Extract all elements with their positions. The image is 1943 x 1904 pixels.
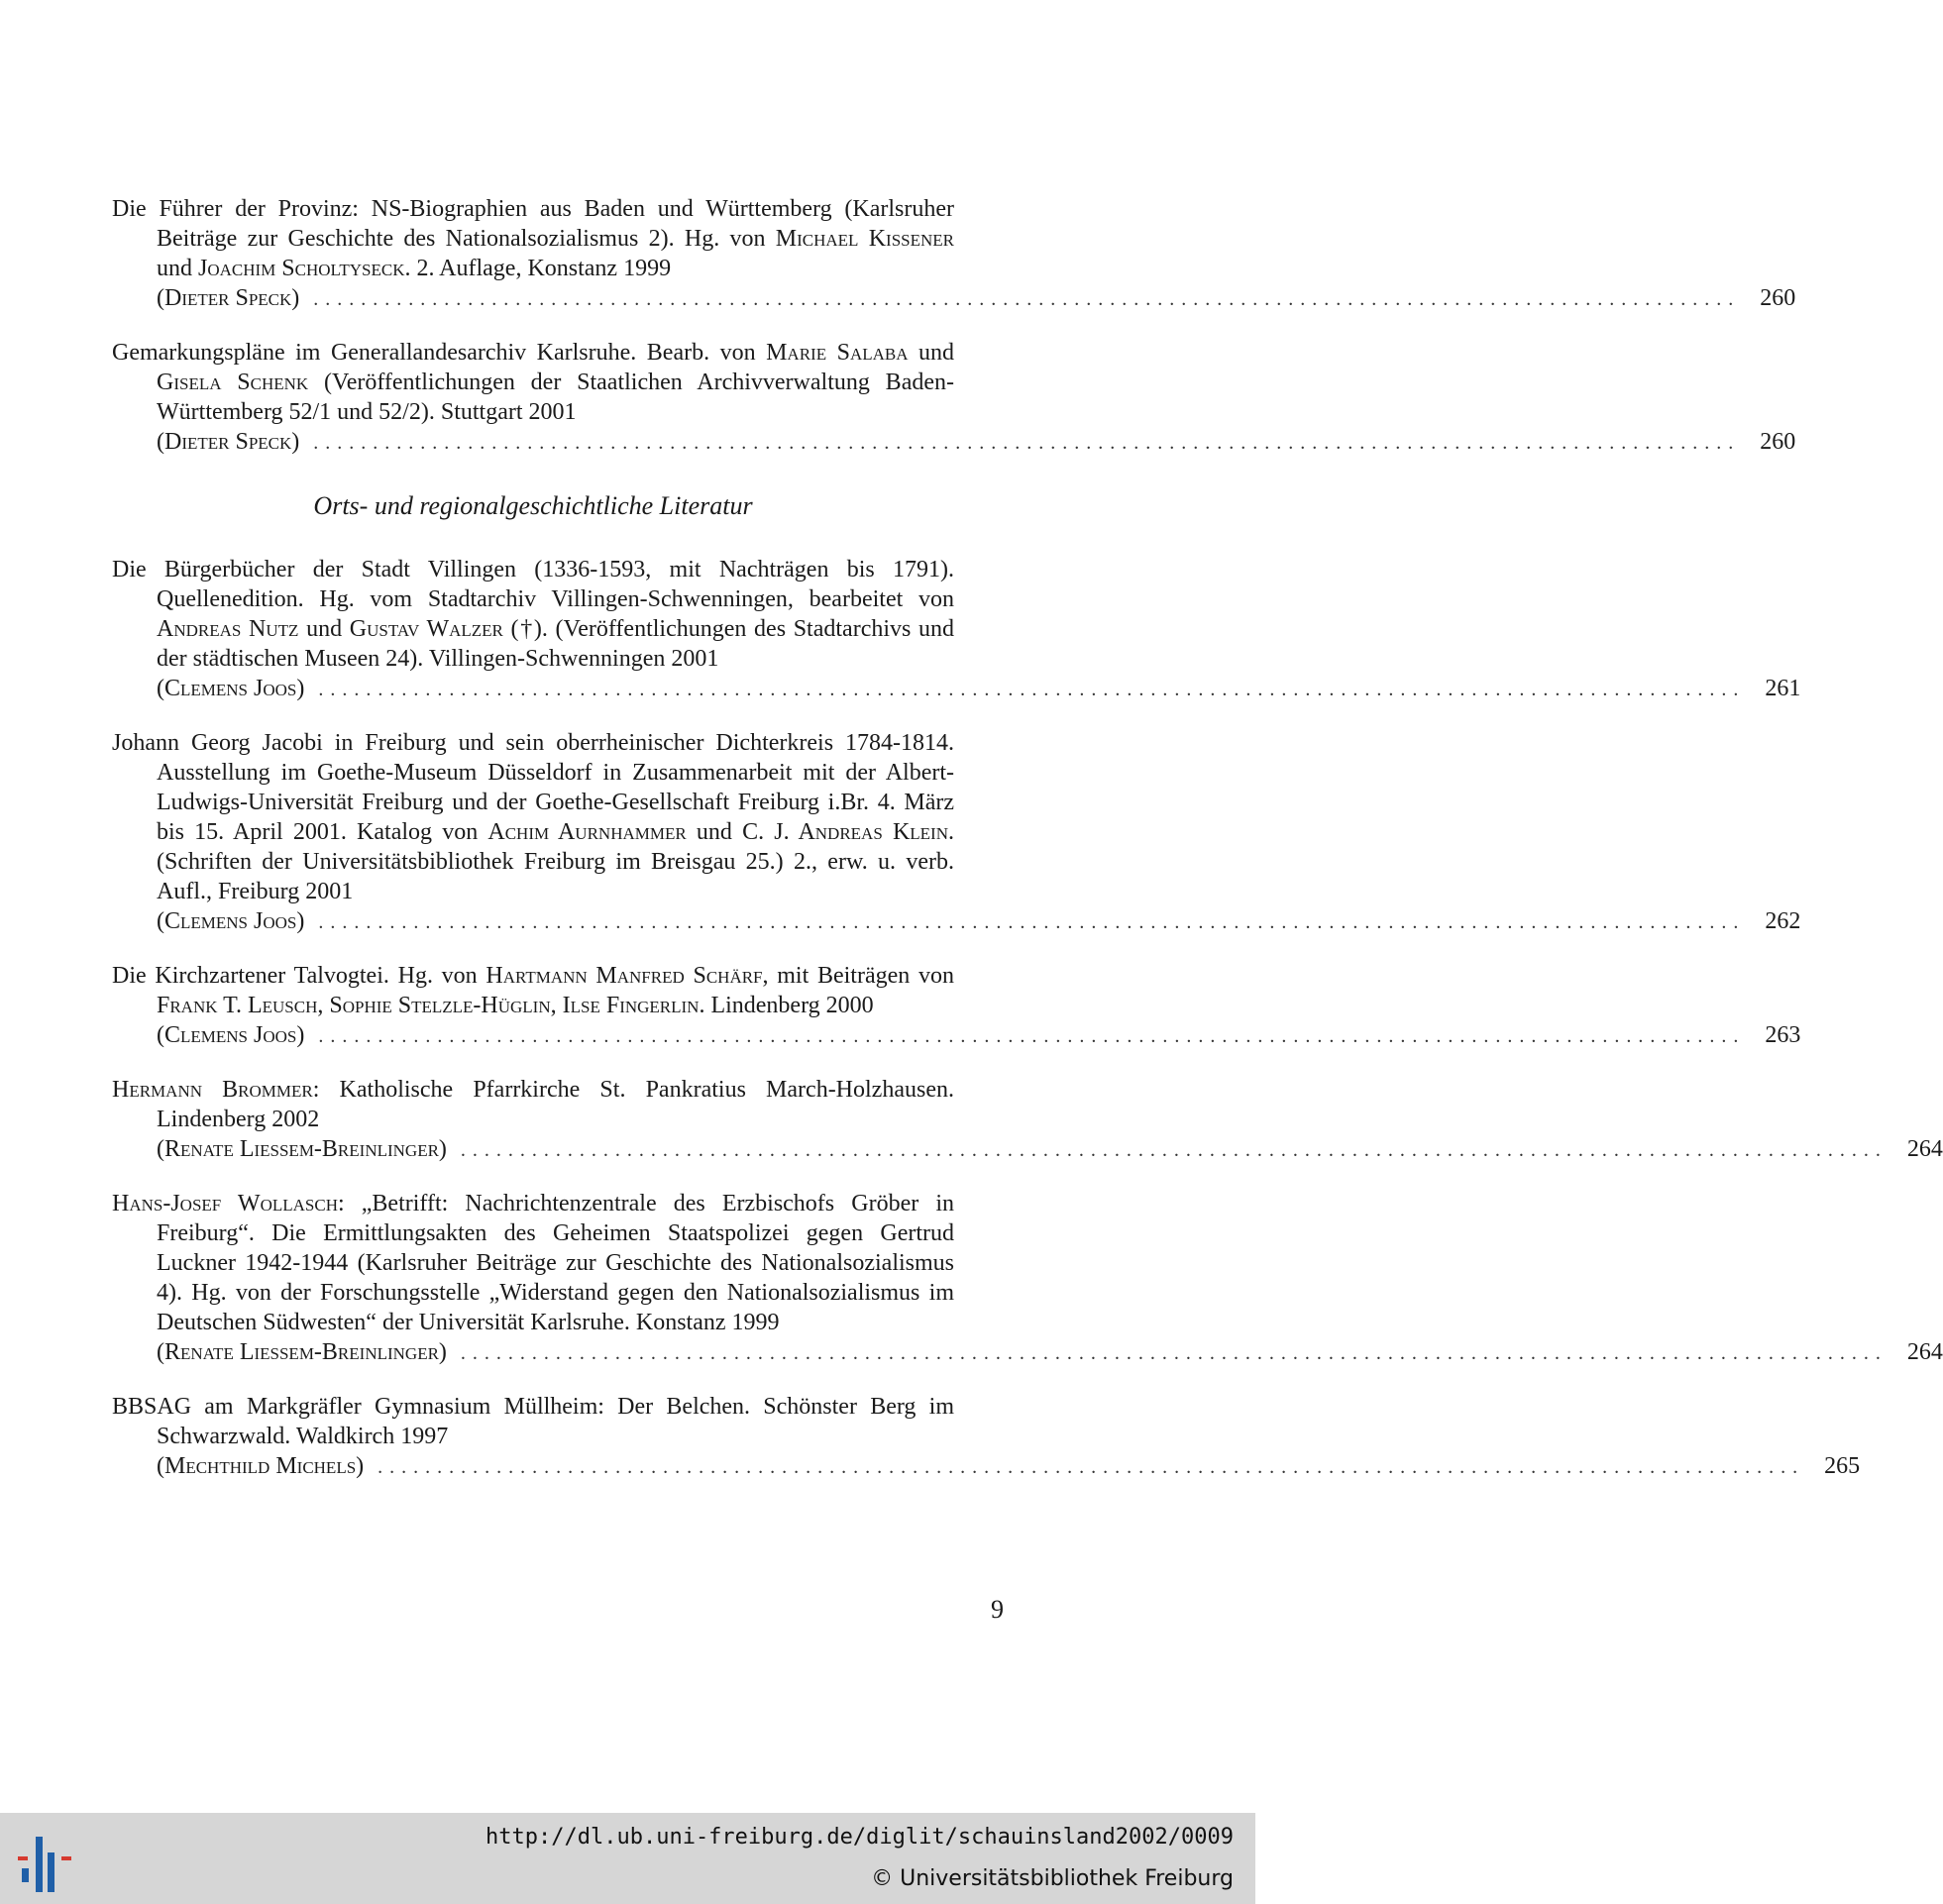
reviewer-line	[112, 674, 1801, 704]
section-heading: Orts- und regionalgeschichtliche Literatur	[313, 491, 753, 520]
entry-page-number: 260	[1760, 429, 1796, 455]
footer-bar	[0, 1813, 1255, 1904]
dot-leader: ........................................................................................................................	[460, 1139, 1888, 1161]
dot-leader: ........................................................................................................................	[460, 1342, 1888, 1364]
entry-text-part: . Lindenberg 2000	[699, 993, 874, 1018]
entry-text	[112, 555, 954, 674]
reviewer-name: (Renate Liessem-Breinlinger)	[157, 1136, 447, 1162]
bibliography-entry	[112, 961, 1801, 1051]
author-name: Hermann Brommer	[112, 1077, 313, 1103]
bibliography-entry	[112, 1392, 1861, 1482]
entries-top	[112, 194, 1796, 458]
author-name: Hartmann Manfred Schärf	[486, 963, 763, 989]
author-name: C. J. Andreas Klein	[742, 819, 948, 845]
reviewer-line	[112, 1451, 1861, 1482]
entry-text-part: Johann Georg Jacobi in Freiburg und sein oberrheinischer Dichterkreis 1784-1814. Ausstellung im Goethe-Museum Düsseldorf in Zusammenarbeit mit der Albert-Ludwigs-Universität Freiburg und der Goethe-Gesellschaft Freiburg i.Br. 4. März bis 15. April 2001. Katalog von	[112, 730, 954, 845]
author-name: Joachim Scholtyseck	[198, 256, 405, 281]
entry-text-part: (†). (Veröffentlichungen des Stadtarchivs und der städtischen Museen 24). Villingen-Schwenningen 2001	[157, 616, 955, 672]
author-name: Sophie Stelzle-Hüglin	[329, 993, 551, 1018]
reviewer-name: (Mechthild Michels)	[157, 1453, 365, 1479]
entry-page-number: 264	[1906, 1136, 1943, 1162]
author-name: Michael Kißener	[775, 226, 954, 252]
reviewer-line	[112, 1337, 1943, 1368]
entry-text	[112, 338, 954, 427]
author-name: Hans-Josef Wollasch	[112, 1191, 338, 1216]
entry-text-part: und	[908, 340, 954, 366]
bibliography-entry	[112, 338, 1796, 458]
author-name: Achim Aurnhammer	[487, 819, 687, 845]
bibliography-entry	[112, 194, 1796, 314]
entry-text	[112, 194, 954, 283]
footer-copyright: © Universitätsbibliothek Freiburg	[871, 1866, 1234, 1891]
entry-text-part: : Katholische Pfarrkirche St. Pankratius March-Holzhausen. Lindenberg 2002	[157, 1077, 954, 1132]
entry-text-part: Die Kirchzartener Talvogtei. Hg. von	[112, 963, 486, 989]
entry-text-part: Die Bürgerbücher der Stadt Villingen (1336-1593, mit Nachträgen bis 1791). Quellenedition. Hg. vom Stadtarchiv Villingen-Schwenningen, bearbeitet von	[112, 557, 954, 612]
bibliography-entry	[112, 555, 1801, 704]
entry-page-number: 263	[1765, 1022, 1801, 1048]
entry-text-part: und	[298, 616, 350, 642]
entry-text	[112, 728, 954, 906]
entry-text-part: (Veröffentlichungen der Staatlichen Archivverwaltung Baden-Württemberg 52/1 und 52/2). Stuttgart 2001	[157, 370, 954, 425]
bibliography-entry	[112, 1189, 1943, 1368]
dot-leader: ........................................................................................................................	[313, 432, 1741, 454]
entry-text-part: Die Führer der Provinz: NS-Biographien aus Baden und Württemberg (Karlsruher Beiträge zur Geschichte des Nationalsozialismus 2). Hg. von	[112, 196, 954, 252]
bibliography-entry	[112, 1075, 1943, 1165]
reviewer-name: (Dieter Speck)	[157, 429, 300, 455]
entry-text	[112, 1189, 954, 1337]
entry-page-number: 262	[1765, 908, 1801, 934]
reviewer-name: (Clemens Joos)	[157, 1022, 305, 1048]
ub-freiburg-logo-icon	[14, 1835, 83, 1894]
bibliography-entry	[112, 728, 1801, 937]
logo-bar	[48, 1852, 54, 1892]
entry-text-part: . (Schriften der Universitätsbibliothek Freiburg im Breisgau 25.) 2., erw. u. verb. Aufl., Freiburg 2001	[157, 819, 954, 904]
dot-leader: ........................................................................................................................	[318, 911, 1746, 933]
logo-bar	[22, 1868, 29, 1882]
author-name: Frank T. Leusch	[157, 993, 318, 1018]
entry-page-number: 261	[1765, 676, 1801, 701]
entry-text-part: , mit Beiträgen von	[762, 963, 955, 989]
entry-text	[112, 961, 954, 1020]
reviewer-line	[112, 906, 1801, 937]
author-name: Andreas Nutz	[157, 616, 299, 642]
reviewer-line	[112, 1134, 1943, 1165]
logo-bar	[61, 1856, 71, 1860]
entry-text-part: ,	[317, 993, 330, 1018]
entry-page-number: 265	[1824, 1453, 1861, 1479]
author-name: Gisela Schenk	[157, 370, 309, 395]
entry-text	[112, 1392, 954, 1451]
entry-text-part: Gemarkungspläne im Generallandesarchiv Karlsruhe. Bearb. von	[112, 340, 767, 366]
footer-url[interactable]: http://dl.ub.uni-freiburg.de/diglit/schauinsland2002/0009	[486, 1825, 1234, 1850]
reviewer-name: (Dieter Speck)	[157, 285, 300, 311]
entry-page-number: 264	[1906, 1339, 1943, 1365]
author-name: Ilse Fingerlin	[562, 993, 700, 1018]
entries-bottom	[112, 555, 1943, 1482]
reviewer-name: (Renate Liessem-Breinlinger)	[157, 1339, 447, 1365]
reviewer-name: (Clemens Joos)	[157, 908, 305, 934]
logo-bar	[36, 1837, 43, 1892]
page-number: 9	[991, 1595, 1004, 1624]
entry-text	[112, 1075, 954, 1134]
entry-text-part: BBSAG am Markgräfler Gymnasium Müllheim: Der Belchen. Schönster Berg im Schwarzwald. Waldkirch 1997	[112, 1394, 954, 1449]
entry-text-part: ,	[550, 993, 563, 1018]
entry-page-number: 260	[1760, 285, 1796, 311]
entry-text-part: und	[686, 819, 743, 845]
author-name: Gustav Walzer	[349, 616, 503, 642]
entry-text-part: : „Betrifft: Nachrichtenzentrale des Erzbischofs Gröber in Freiburg“. Die Ermittlungsakten des Geheimen Staatspolizei gegen Gertrud Luckner 1942-1944 (Karlsruher Beiträge zur Geschichte des Nationalsozialismus 4). Hg. von der Forschungsstelle „Widerstand gegen den Nationalsozialismus im Deutschen Südwesten“ der Universität Karlsruhe. Konstanz 1999	[157, 1191, 955, 1335]
entry-text-part: und	[157, 256, 198, 281]
toc-content	[112, 194, 1943, 1506]
dot-leader: ........................................................................................................................	[378, 1456, 1805, 1478]
reviewer-line	[112, 1020, 1801, 1051]
dot-leader: ........................................................................................................................	[318, 1025, 1746, 1047]
reviewer-name: (Clemens Joos)	[157, 676, 305, 701]
entry-text-part: . 2. Auflage, Konstanz 1999	[404, 256, 672, 281]
reviewer-line	[112, 283, 1796, 314]
author-name: Marie Salaba	[766, 340, 909, 366]
dot-leader: ........................................................................................................................	[318, 679, 1746, 700]
dot-leader: ........................................................................................................................	[313, 288, 1741, 310]
logo-bar	[18, 1856, 28, 1860]
reviewer-line	[112, 427, 1796, 458]
